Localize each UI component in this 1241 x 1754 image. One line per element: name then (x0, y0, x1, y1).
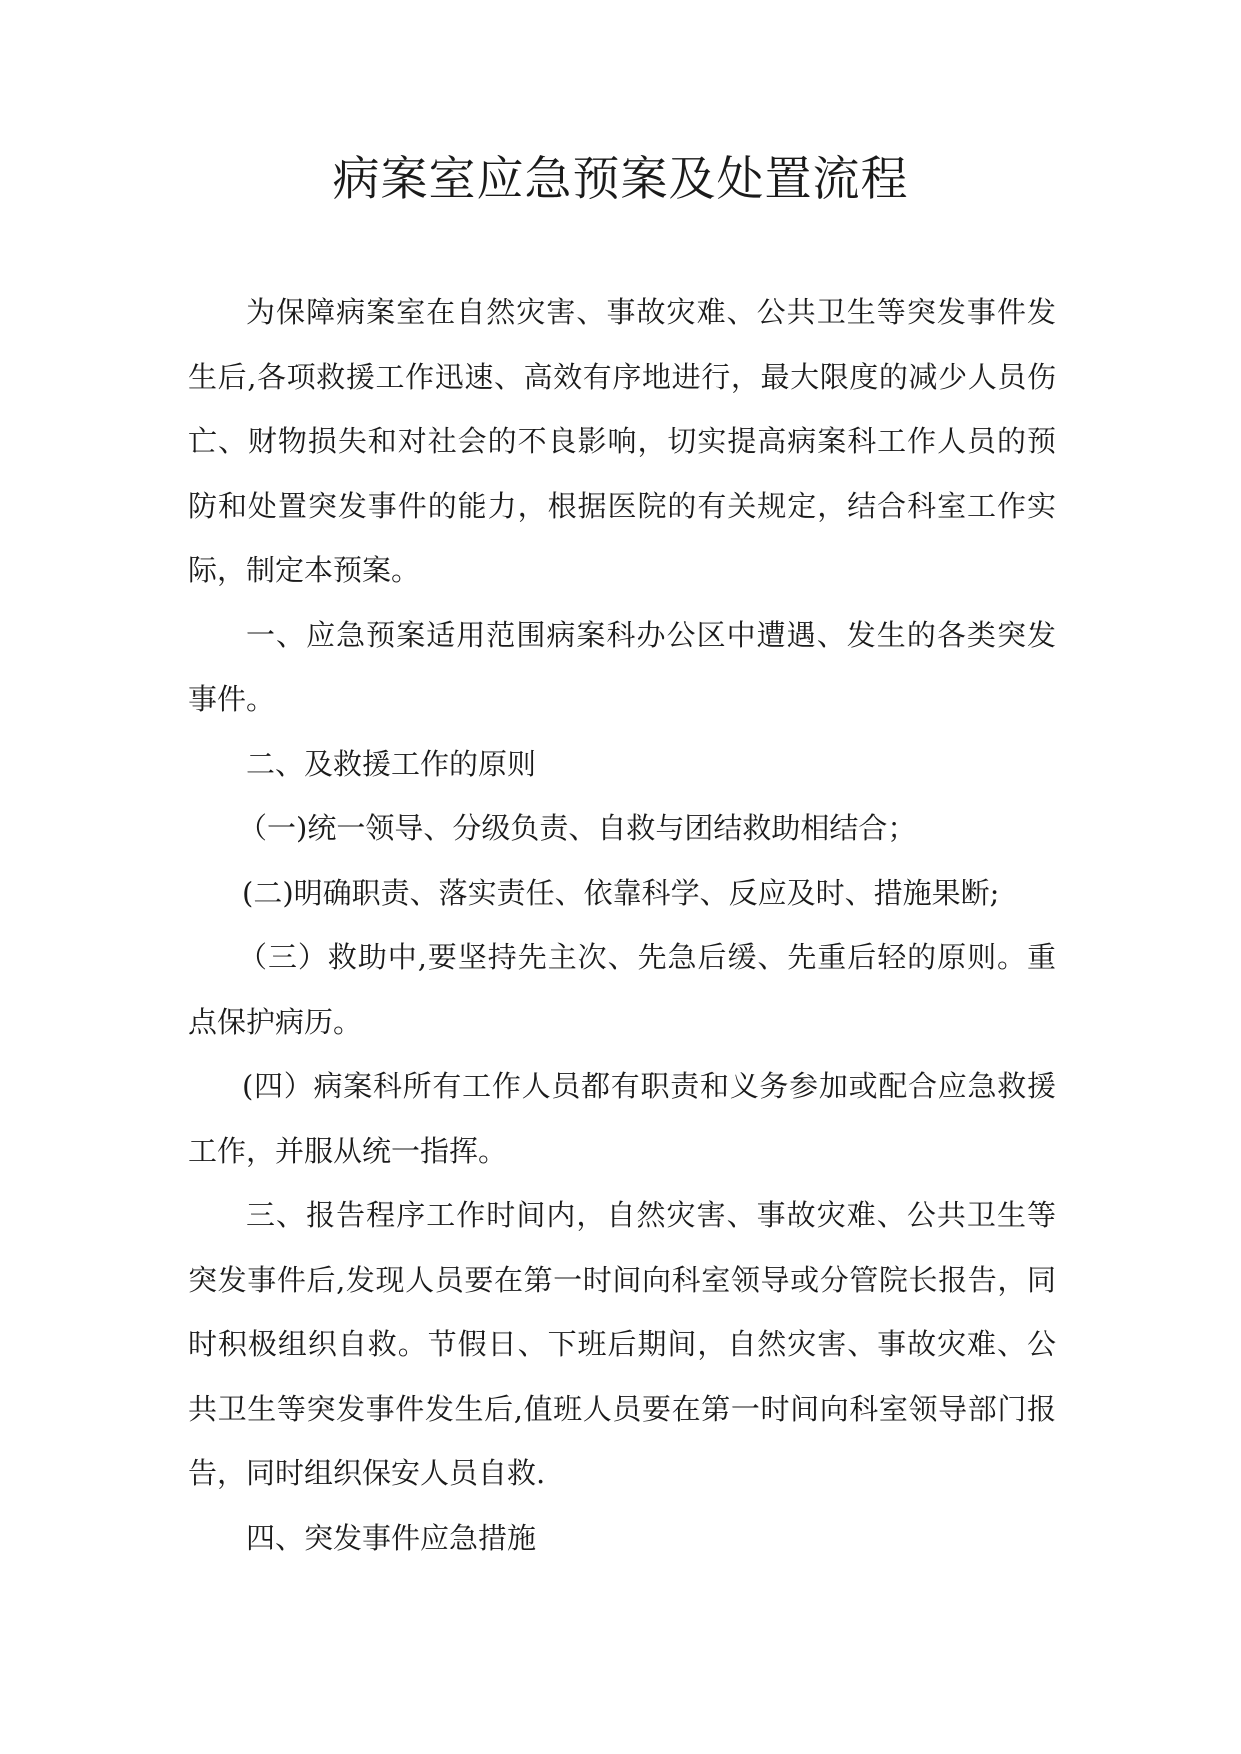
paragraph-principle-3: （三）救助中,要坚持先主次、先急后缓、先重后轻的原则。重点保护病历。 (188, 940, 1056, 1039)
paragraph-principle-4: (四）病案科所有工作人员都有职责和义务参加或配合应急救援工作，并服从统一指挥。 (188, 1069, 1056, 1168)
paragraph-measures-heading: 四、突发事件应急措施 (246, 1520, 537, 1555)
document-title: 病案室应急预案及处置流程 (332, 152, 909, 207)
paragraph-scope: 一、应急预案适用范围病案科办公区中遭遇、发生的各类突发事件。 (188, 617, 1056, 716)
document-body (188, 280, 1056, 1570)
paragraph-reporting: 三、报告程序工作时间内，自然灾害、事故灾难、公共卫生等突发事件后,发现人员要在第一时间向科室领导或分管院长报告，同时积极组织自救。节假日、下班后期间，自然灾害、事故灾难、公共卫生等突发事件发生后,值班人员要在第一时间向科室领导部门报告，同时组织保安人员自救. (188, 1198, 1056, 1490)
paragraph-principle-1: （一)统一领导、分级负责、自救与团结救助相结合； (238, 811, 917, 845)
paragraph-principle-2: (二)明确职责、落实责任、依靠科学、反应及时、措施果断; (242, 875, 1000, 910)
paragraph-intro: 为保障病案室在自然灾害、事故灾难、公共卫生等突发事件发生后,各项救援工作迅速、高效有序地进行，最大限度的减少人员伤亡、财物损失和对社会的不良影响，切实提高病案科工作人员的预防和处置突发事件的能力，根据医院的有关规定，结合科室工作实际，制定本预案。 (188, 295, 1056, 587)
paragraph-principles-heading: 二、及救援工作的原则 (246, 746, 537, 781)
